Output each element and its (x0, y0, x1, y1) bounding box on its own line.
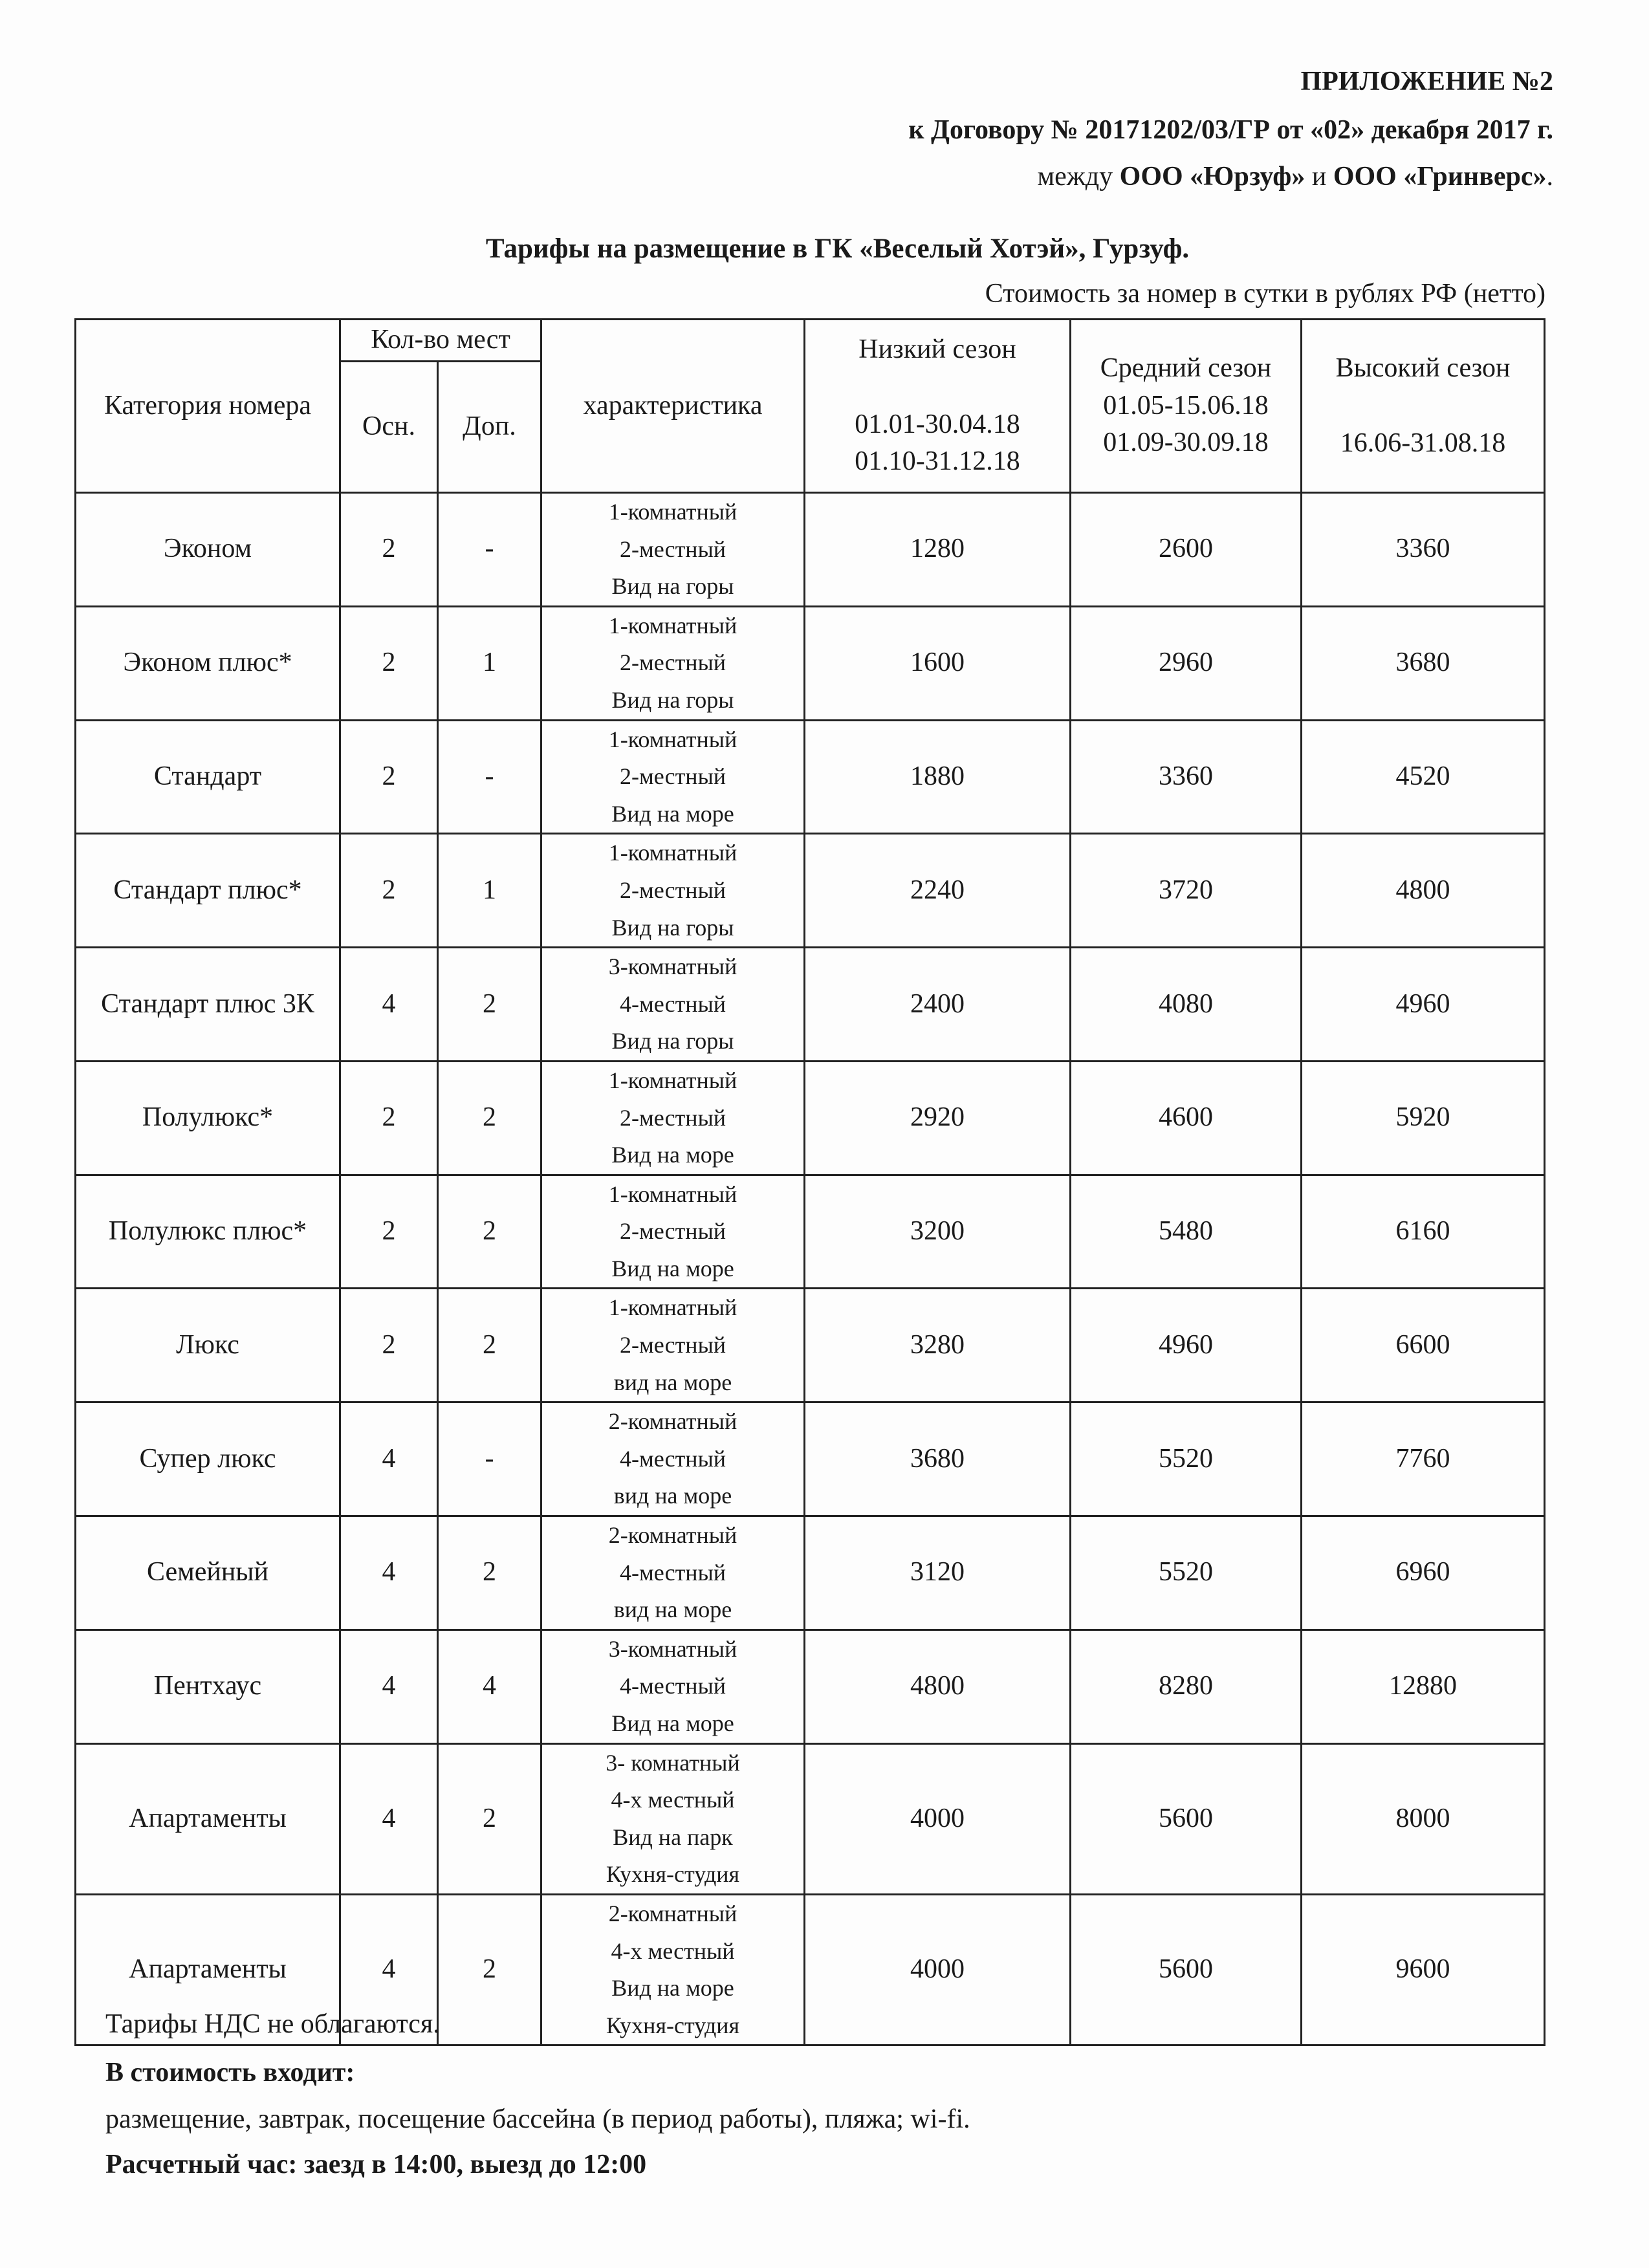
feature-beds: 2-местный (619, 1218, 726, 1245)
feature-beds: 2-местный (619, 1104, 726, 1131)
room-features (541, 720, 805, 834)
extra-places: - (438, 720, 541, 834)
table-row (76, 1516, 1545, 1630)
low-season-price: 2240 (805, 834, 1071, 948)
feature-rooms: 3-комнатный (608, 954, 737, 980)
low-season-price: 2400 (805, 948, 1071, 1062)
room-category: Люкс (76, 1289, 340, 1402)
feature-view: Вид на море (611, 1975, 734, 2001)
feature-rooms: 3- комнатный (606, 1749, 740, 1776)
room-features (541, 1175, 805, 1289)
mid-season-price: 5480 (1071, 1175, 1302, 1289)
mid-season-price: 5520 (1071, 1402, 1302, 1516)
feature-rooms: 3-комнатный (608, 1635, 737, 1662)
high-season-dates: 16.06-31.08.18 (1340, 428, 1506, 458)
mid-season-price: 5600 (1071, 1743, 1302, 1894)
main-places: 4 (340, 1402, 438, 1516)
extra-places: 2 (438, 1289, 541, 1402)
high-season-price: 8000 (1302, 1743, 1545, 1894)
main-places: 4 (340, 948, 438, 1062)
feature-rooms: 2-комнатный (608, 1522, 737, 1549)
room-category: Супер люкс (76, 1402, 340, 1516)
header-low-season (805, 320, 1071, 493)
low-season-dates-2: 01.10-31.12.18 (855, 446, 1020, 477)
high-season-price: 6160 (1302, 1175, 1545, 1289)
between-and: и (1305, 162, 1333, 191)
main-places: 2 (340, 493, 438, 607)
header-main-places: Осн. (340, 362, 438, 493)
checkin-time: Расчетный час: заезд в 14:00, выезд до 12:00 (105, 2150, 647, 2179)
low-season-name: Низкий сезон (858, 334, 1016, 364)
between-suffix: . (1546, 162, 1553, 191)
room-features (541, 1630, 805, 1743)
mid-season-price: 8280 (1071, 1630, 1302, 1743)
main-places: 2 (340, 1061, 438, 1175)
feature-view: Вид на море (611, 1710, 734, 1736)
room-category: Апартаменты (76, 1894, 340, 2045)
feature-view: Вид на горы (611, 573, 734, 600)
room-features (541, 1894, 805, 2045)
table-row (76, 1402, 1545, 1516)
room-category: Стандарт (76, 720, 340, 834)
table-row (76, 720, 1545, 834)
feature-beds: 2-местный (619, 536, 726, 562)
feature-beds: 4-х местный (611, 1937, 735, 1964)
feature-view: Вид на горы (611, 914, 734, 941)
extra-places: 2 (438, 1061, 541, 1175)
extra-places: 1 (438, 606, 541, 720)
page-title: Тарифы на размещение в ГК «Веселый Хотэй», Гурзуф. (485, 234, 1190, 264)
party-2: ООО «Гринверс» (1333, 162, 1547, 191)
room-features (541, 606, 805, 720)
feature-rooms: 1-комнатный (608, 612, 737, 638)
mid-season-price: 3720 (1071, 834, 1302, 948)
main-places: 2 (340, 1289, 438, 1402)
table-row (76, 1289, 1545, 1402)
extra-places: - (438, 493, 541, 607)
table-row (76, 1630, 1545, 1743)
feature-beds: 2-местный (619, 1332, 726, 1358)
high-season-name: Высокий сезон (1335, 353, 1511, 383)
extra-places: - (438, 1402, 541, 1516)
low-season-price: 3120 (805, 1516, 1071, 1630)
mid-season-name: Средний сезон (1100, 353, 1272, 383)
between-prefix: между (1037, 162, 1120, 191)
main-places: 2 (340, 720, 438, 834)
low-season-gap (805, 369, 1069, 406)
table-row (76, 948, 1545, 1062)
room-category: Полулюкс плюс* (76, 1175, 340, 1289)
room-category: Полулюкс* (76, 1061, 340, 1175)
table-row (76, 493, 1545, 607)
feature-rooms: 2-комнатный (608, 1900, 737, 1926)
main-places: 4 (340, 1516, 438, 1630)
high-season-price: 12880 (1302, 1630, 1545, 1743)
feature-beds: 4-местный (619, 1445, 726, 1472)
extra-places: 4 (438, 1630, 541, 1743)
feature-kitchen: Кухня-студия (606, 2012, 740, 2038)
high-season-price: 4520 (1302, 720, 1545, 834)
header-places: Кол-во мест (340, 320, 541, 362)
high-season-price: 9600 (1302, 1894, 1545, 2045)
header-mid-season (1071, 320, 1302, 493)
high-season-price: 6600 (1302, 1289, 1545, 1402)
low-season-price: 3200 (805, 1175, 1071, 1289)
high-season-price: 3680 (1302, 606, 1545, 720)
header-extra-places: Доп. (438, 362, 541, 493)
included-label: В стоимость входит: (105, 2058, 355, 2088)
appendix-title: ПРИЛОЖЕНИЕ №2 (1300, 67, 1553, 96)
main-places: 4 (340, 1743, 438, 1894)
party-1: ООО «Юрзуф» (1119, 162, 1305, 191)
high-season-price: 4800 (1302, 834, 1545, 948)
low-season-price: 1280 (805, 493, 1071, 607)
table-header-row (76, 320, 1545, 362)
price-note: Стоимость за номер в сутки в рублях РФ (нетто) (985, 279, 1545, 309)
feature-rooms: 1-комнатный (608, 499, 737, 525)
extra-places: 1 (438, 834, 541, 948)
main-places: 2 (340, 1175, 438, 1289)
high-season-price: 5920 (1302, 1061, 1545, 1175)
mid-season-price: 4600 (1071, 1061, 1302, 1175)
feature-view: Вид на море (611, 1255, 734, 1281)
room-features (541, 948, 805, 1062)
mid-season-price: 2600 (1071, 493, 1302, 607)
main-places: 4 (340, 1894, 438, 2045)
high-season-gap (1302, 387, 1544, 425)
room-features (541, 493, 805, 607)
low-season-price: 4000 (805, 1894, 1071, 2045)
mid-season-price: 2960 (1071, 606, 1302, 720)
feature-rooms: 1-комнатный (608, 1294, 737, 1321)
feature-rooms: 2-комнатный (608, 1408, 737, 1435)
feature-view: вид на море (613, 1597, 732, 1623)
low-season-price: 1600 (805, 606, 1071, 720)
extra-places: 2 (438, 948, 541, 1062)
low-season-price: 3680 (805, 1402, 1071, 1516)
room-features (541, 1061, 805, 1175)
mid-season-price: 4960 (1071, 1289, 1302, 1402)
feature-rooms: 1-комнатный (608, 1181, 737, 1207)
feature-rooms: 1-комнатный (608, 726, 737, 752)
main-places: 2 (340, 834, 438, 948)
vat-note: Тарифы НДС не облагаются. (105, 2009, 440, 2039)
extra-places: 2 (438, 1743, 541, 1894)
low-season-price: 4800 (805, 1630, 1071, 1743)
header-features: характеристика (541, 320, 805, 493)
feature-rooms: 1-комнатный (608, 840, 737, 866)
extra-places: 2 (438, 1894, 541, 2045)
included-services: размещение, завтрак, посещение бассейна (в период работы), пляжа; wi-fi. (105, 2104, 970, 2134)
feature-view: вид на море (613, 1483, 732, 1509)
feature-rooms: 1-комнатный (608, 1067, 737, 1093)
feature-view: Вид на море (611, 1142, 734, 1168)
feature-beds: 2-местный (619, 649, 726, 676)
low-season-price: 4000 (805, 1743, 1071, 1894)
feature-view: Вид на горы (611, 1028, 734, 1054)
contract-parties (1038, 163, 1553, 190)
room-category: Пентхаус (76, 1630, 340, 1743)
feature-view: Вид на парк (613, 1824, 733, 1850)
low-season-price: 2920 (805, 1061, 1071, 1175)
main-places: 4 (340, 1630, 438, 1743)
header-high-season (1302, 320, 1545, 493)
low-season-price: 3280 (805, 1289, 1071, 1402)
room-features (541, 1743, 805, 1894)
mid-season-price: 5600 (1071, 1894, 1302, 2045)
contract-reference: к Договору № 20171202/03/ГР от «02» декабря 2017 г. (908, 115, 1553, 145)
rates-table (74, 318, 1545, 2046)
room-category: Апартаменты (76, 1743, 340, 1894)
room-features (541, 1289, 805, 1402)
feature-view: Вид на горы (611, 686, 734, 713)
low-season-dates-1: 01.01-30.04.18 (855, 409, 1020, 439)
room-category: Стандарт плюс 3К (76, 948, 340, 1062)
feature-beds: 2-местный (619, 877, 726, 903)
extra-places: 2 (438, 1175, 541, 1289)
room-features (541, 1516, 805, 1630)
high-season-price: 6960 (1302, 1516, 1545, 1630)
feature-beds: 4-местный (619, 990, 726, 1017)
feature-beds: 4-местный (619, 1559, 726, 1586)
table-row (76, 1743, 1545, 1894)
main-places: 2 (340, 606, 438, 720)
high-season-price: 4960 (1302, 948, 1545, 1062)
room-category: Эконом плюс* (76, 606, 340, 720)
table-row (76, 606, 1545, 720)
header-category: Категория номера (76, 320, 340, 493)
mid-season-price: 4080 (1071, 948, 1302, 1062)
mid-season-dates-2: 01.09-30.09.18 (1103, 428, 1269, 458)
mid-season-price: 5520 (1071, 1516, 1302, 1630)
room-category: Семейный (76, 1516, 340, 1630)
feature-beds: 4-местный (619, 1673, 726, 1699)
feature-view: Вид на море (611, 800, 734, 827)
room-features (541, 1402, 805, 1516)
low-season-price: 1880 (805, 720, 1071, 834)
mid-season-dates-1: 01.05-15.06.18 (1103, 390, 1269, 420)
extra-places: 2 (438, 1516, 541, 1630)
feature-beds: 4-х местный (611, 1787, 735, 1813)
room-category: Эконом (76, 493, 340, 607)
room-features (541, 834, 805, 948)
table-row (76, 834, 1545, 948)
feature-beds: 2-местный (619, 763, 726, 790)
table-row (76, 1175, 1545, 1289)
high-season-price: 7760 (1302, 1402, 1545, 1516)
feature-view: вид на море (613, 1369, 732, 1395)
high-season-price: 3360 (1302, 493, 1545, 607)
table-row (76, 1061, 1545, 1175)
feature-kitchen: Кухня-студия (606, 1861, 740, 1888)
room-category: Стандарт плюс* (76, 834, 340, 948)
mid-season-price: 3360 (1071, 720, 1302, 834)
